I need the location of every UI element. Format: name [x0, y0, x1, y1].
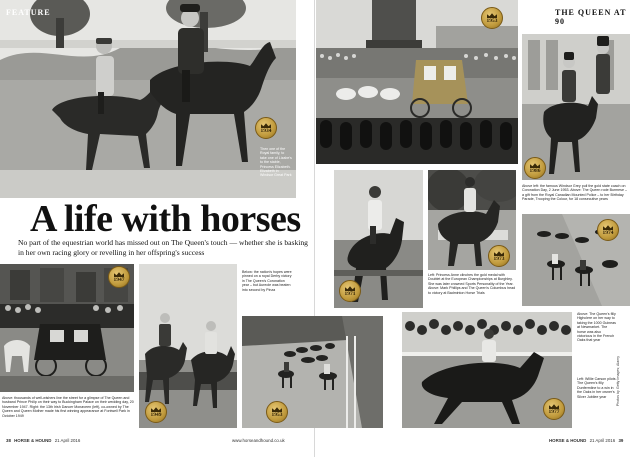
- crown-icon: [345, 286, 355, 291]
- feature-standfirst: No part of the equestrian world has missed out on The Queen's touch — whether she is basking in her own racing glory or revelling in her offspring's success: [18, 238, 308, 257]
- right-footer: [549, 438, 623, 443]
- crown-icon: [549, 404, 559, 409]
- crown-icon: [261, 123, 271, 128]
- parade-caption: Above left: the famous Windsor Grey pull the gold state coach on Coronation Day, 2 June 1953. Above: The Queen rode Burmese – a gift from the Royal Canadian Mounted Police – to her Birthday Parade, Trooping the Colour, for 18 consecutive years: [522, 184, 627, 202]
- guineas-caption: Above: The Queen's filly Highclere on her way to taking the 1000 Guineas at Newmarket. The horse was also victorious in the French Oaks that year: [577, 312, 616, 343]
- year-badge-1973: 1973: [488, 245, 510, 267]
- crown-icon: [151, 407, 161, 412]
- derby-caption: Below: the nation's hopes were pinned on a royal Derby victory in The Queen's Coronation year – but Aureole was beaten into second by Pinza: [242, 270, 292, 292]
- left-footer: [6, 438, 80, 443]
- feature-headline: A life with horses: [30, 198, 301, 240]
- year-badge-1977: 1977: [543, 398, 565, 420]
- year-badge-1986: 1986: [524, 157, 546, 179]
- hero-photo-riders: [0, 0, 296, 198]
- right-page-number: 39: [618, 438, 624, 443]
- crown-icon: [494, 251, 504, 256]
- year-badge-1947: 1947: [108, 266, 130, 288]
- year-badge-1953-coronation: 1953: [481, 7, 503, 29]
- crown-icon: [114, 272, 124, 277]
- left-page-number: 38: [6, 438, 11, 443]
- hero-caption: Then one of the Royal family, to take one of Lizabe's to the stable, Princess Elizabeth. Elizabeth in Windsor Great Park: [260, 147, 292, 178]
- eventing-caption: Left: Princess Anne clinches the gold medal with Doublet at the European Championships at Burghley. She was later crowned Sports Personality of the Year. Above: Mark Phillips and The Queen's Columbus head to victory at Badminton Horse Trials: [428, 273, 516, 295]
- crown-icon: [487, 13, 497, 18]
- derby-race-photo: [242, 316, 383, 428]
- left-date: 21 April 2016: [54, 438, 81, 443]
- right-date: 21 April 2016: [589, 438, 616, 443]
- photo-credit: Photos by Getty Images; Alamy: [616, 356, 620, 407]
- section-label-queen-at-90: THE QUEEN AT 90: [555, 8, 627, 26]
- footer-url[interactable]: www.horseandhound.co.uk: [232, 438, 285, 443]
- wedding-caption: Above: thousands of well-wishers line the street for a glimpse of The Queen and husband Prince Philip on their way to Buckingham Palace on their wedding day, 20 November 1947. Right: the 13th Irish Dancer Monaveen (left), co-owned by The Queen and Queen Mother made his first winning appearance at Fontwell Park in October 1949: [2, 396, 134, 418]
- year-badge-1953-derby: 1953: [266, 401, 288, 423]
- right-publication: HORSE & HOUND: [549, 438, 587, 443]
- oaks-caption: Left: Willie Carson pilots The Queen's filly Dunfermline to a win in the Oaks in her owner's Silver Jubilee year: [577, 377, 616, 399]
- year-badge-1949: 1949: [145, 401, 167, 423]
- left-publication: HORSE & HOUND: [14, 438, 52, 443]
- year-badge-1934: 1934: [255, 117, 277, 139]
- year-badge-1971: 1971: [339, 280, 361, 302]
- crown-icon: [272, 407, 282, 412]
- year-badge-1974: 1974: [597, 219, 619, 241]
- crown-icon: [530, 163, 540, 168]
- section-label-feature: FEATURE: [6, 8, 51, 17]
- crown-icon: [603, 225, 613, 230]
